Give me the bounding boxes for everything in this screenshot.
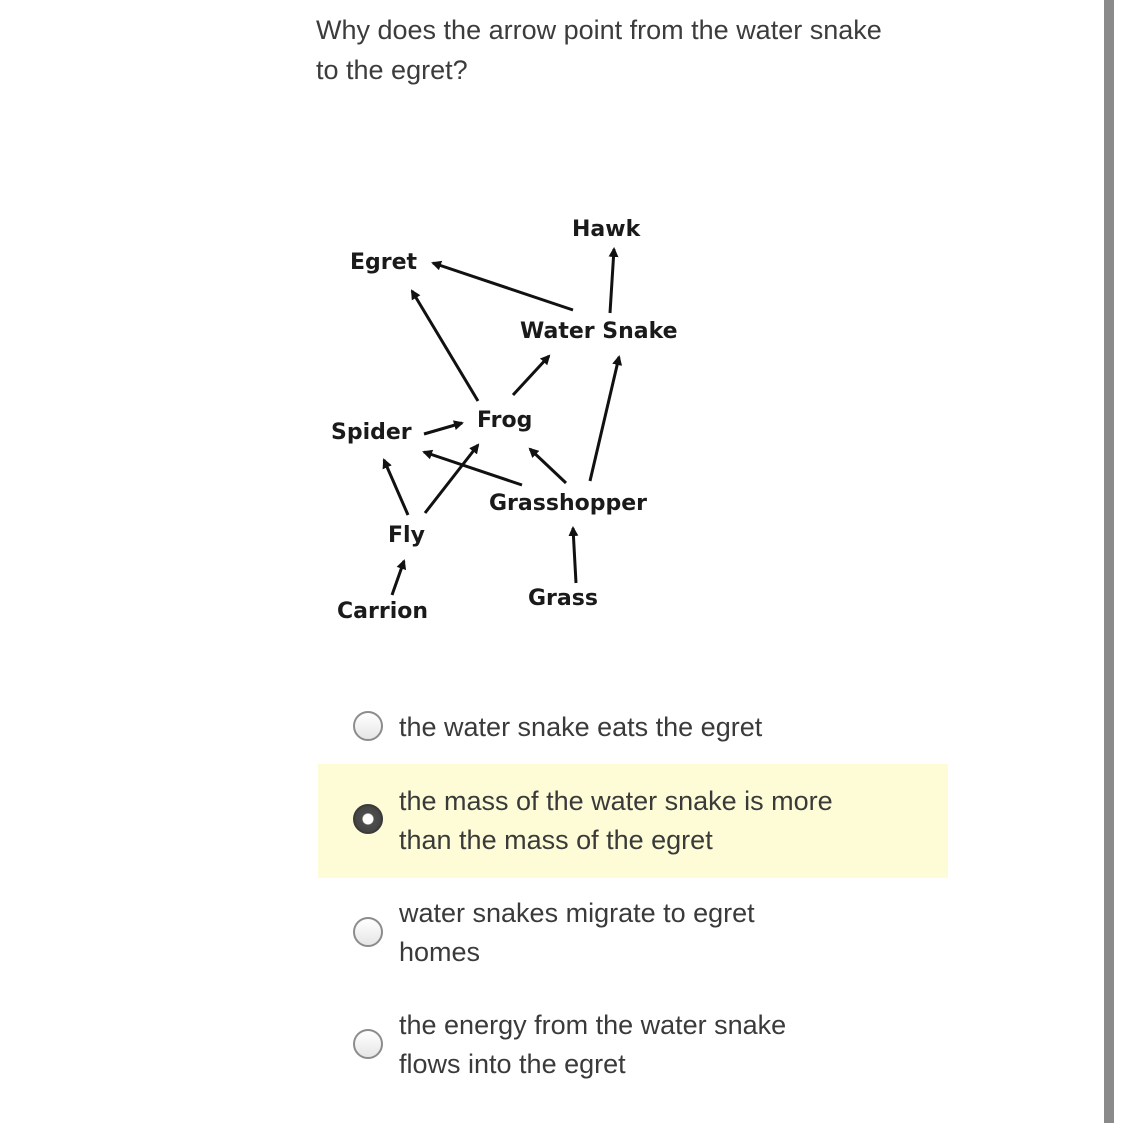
answer-option-label[interactable] (399, 708, 919, 747)
answer-option-line: than the mass of the egret (399, 825, 713, 855)
answer-option-3[interactable] (318, 878, 948, 988)
answer-option-line: the water snake eats the egret (399, 712, 763, 742)
arrow-grasshopper-spider (424, 452, 522, 485)
arrow-carrion-fly (392, 561, 404, 595)
answer-option-1[interactable] (318, 700, 948, 756)
answer-option-line: the mass of the water snake is more (399, 786, 833, 816)
arrow-frog-egret (412, 291, 478, 401)
food-web-diagram (320, 205, 720, 635)
answer-option-label[interactable] (399, 1006, 919, 1084)
question-line-2: to the egret? (316, 55, 468, 85)
scrollbar[interactable] (1104, 0, 1114, 1123)
arrow-frog-watersnake (513, 356, 549, 395)
answer-option-4[interactable] (318, 990, 948, 1100)
radio-button[interactable] (353, 711, 383, 741)
question-text (316, 10, 976, 90)
radio-button[interactable] (353, 917, 383, 947)
node-frog: Frog (477, 408, 533, 433)
answer-option-line: water snakes migrate to egret (399, 898, 755, 928)
answer-option-line: flows into the egret (399, 1049, 626, 1079)
arrow-watersnake-egret (433, 263, 573, 310)
radio-button-selected[interactable] (353, 804, 383, 834)
node-egret: Egret (350, 250, 418, 275)
arrow-grasshopper-watersnake (590, 357, 619, 481)
arrow-grass-grasshopper (573, 528, 576, 583)
arrow-fly-spider (384, 460, 408, 515)
answer-option-2[interactable] (318, 764, 948, 878)
answer-option-label[interactable] (399, 782, 919, 860)
answer-option-line: homes (399, 937, 481, 967)
node-spider: Spider (331, 420, 412, 445)
arrow-spider-frog (424, 423, 462, 434)
node-grasshopper: Grasshopper (489, 491, 647, 516)
question-line-1: Why does the arrow point from the water snake (316, 15, 882, 45)
answer-option-line: the energy from the water snake (399, 1010, 787, 1040)
node-carrion: Carrion (337, 599, 429, 624)
arrow-watersnake-hawk (610, 249, 614, 313)
radio-button[interactable] (353, 1029, 383, 1059)
node-water-snake: Water Snake (520, 319, 678, 344)
arrow-grasshopper-frog (530, 449, 566, 483)
node-grass: Grass (528, 586, 598, 611)
answer-option-label[interactable] (399, 894, 919, 972)
node-hawk: Hawk (572, 217, 641, 242)
node-fly: Fly (388, 523, 425, 548)
